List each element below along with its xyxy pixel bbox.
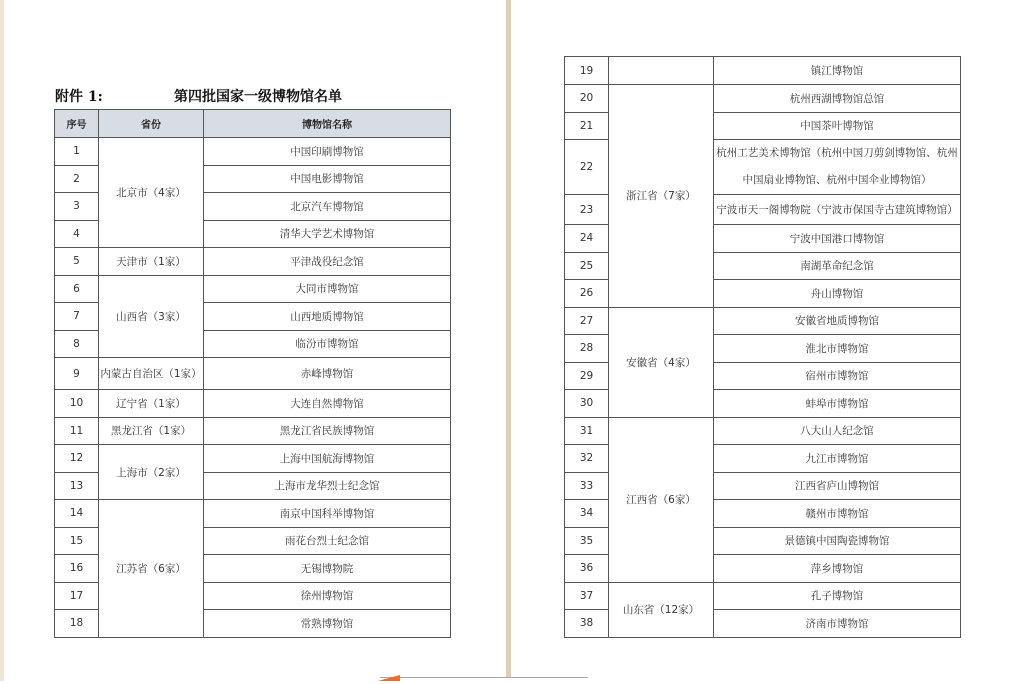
table-row bbox=[565, 417, 961, 445]
row-museum-name: 安徽省地质博物馆 bbox=[714, 307, 961, 335]
row-museum-name: 舟山博物馆 bbox=[714, 280, 961, 308]
row-museum-name: 镇江博物馆 bbox=[714, 57, 961, 85]
row-museum-name: 江西省庐山博物馆 bbox=[714, 472, 961, 500]
row-index: 6 bbox=[55, 275, 99, 303]
row-province: 江苏省（6家） bbox=[99, 500, 204, 638]
row-province: 山东省（12家） bbox=[609, 582, 714, 637]
row-museum-name: 宿州市博物馆 bbox=[714, 362, 961, 390]
row-province: 黑龙江省（1家） bbox=[99, 417, 204, 445]
row-province: 江西省（6家） bbox=[609, 417, 714, 582]
row-index: 7 bbox=[55, 303, 99, 331]
table-row bbox=[565, 85, 961, 113]
row-index: 34 bbox=[565, 500, 609, 528]
row-index: 9 bbox=[55, 358, 99, 390]
row-index: 8 bbox=[55, 330, 99, 358]
table-row bbox=[55, 500, 451, 528]
table-row bbox=[55, 248, 451, 276]
row-index: 15 bbox=[55, 527, 99, 555]
table-header-row bbox=[55, 110, 451, 138]
row-index: 23 bbox=[565, 195, 609, 225]
row-index: 10 bbox=[55, 390, 99, 418]
row-index: 38 bbox=[565, 610, 609, 638]
row-province: 浙江省（7家） bbox=[609, 85, 714, 308]
row-province: 安徽省（4家） bbox=[609, 307, 714, 417]
row-museum-name: 大同市博物馆 bbox=[204, 275, 451, 303]
row-index: 3 bbox=[55, 193, 99, 221]
row-museum-name: 赣州市博物馆 bbox=[714, 500, 961, 528]
row-museum-name: 黑龙江省民族博物馆 bbox=[204, 417, 451, 445]
row-index: 26 bbox=[565, 280, 609, 308]
row-museum-name: 孔子博物馆 bbox=[714, 582, 961, 610]
header-index: 序号 bbox=[55, 110, 99, 138]
row-museum-name: 蚌埠市博物馆 bbox=[714, 390, 961, 418]
row-index: 16 bbox=[55, 555, 99, 583]
row-index: 24 bbox=[565, 225, 609, 253]
row-index: 4 bbox=[55, 220, 99, 248]
row-museum-name: 无锡博物院 bbox=[204, 555, 451, 583]
row-museum-name: 南京中国科举博物馆 bbox=[204, 500, 451, 528]
table-row bbox=[55, 138, 451, 166]
row-museum-name: 上海中国航海博物馆 bbox=[204, 445, 451, 473]
row-index: 30 bbox=[565, 390, 609, 418]
row-museum-name: 上海市龙华烈士纪念馆 bbox=[204, 472, 451, 500]
row-museum-name: 雨花台烈士纪念馆 bbox=[204, 527, 451, 555]
row-index: 29 bbox=[565, 362, 609, 390]
row-museum-name: 中国茶叶博物馆 bbox=[714, 112, 961, 140]
row-index: 37 bbox=[565, 582, 609, 610]
row-index: 17 bbox=[55, 582, 99, 610]
row-index: 5 bbox=[55, 248, 99, 276]
museum-table-right bbox=[564, 56, 961, 638]
row-province: 辽宁省（1家） bbox=[99, 390, 204, 418]
row-index: 1 bbox=[55, 138, 99, 166]
row-museum-name: 淮北市博物馆 bbox=[714, 335, 961, 363]
header-museum-name: 博物馆名称 bbox=[204, 110, 451, 138]
row-museum-name: 常熟博物馆 bbox=[204, 610, 451, 638]
row-museum-name: 平津战役纪念馆 bbox=[204, 248, 451, 276]
table-row bbox=[565, 57, 961, 85]
table-row bbox=[565, 307, 961, 335]
row-index: 32 bbox=[565, 445, 609, 473]
table-row bbox=[55, 445, 451, 473]
row-index: 35 bbox=[565, 527, 609, 555]
row-index: 25 bbox=[565, 252, 609, 280]
row-index: 28 bbox=[565, 335, 609, 363]
museum-table-left bbox=[54, 109, 451, 638]
row-index: 22 bbox=[565, 140, 609, 195]
row-museum-name: 萍乡博物馆 bbox=[714, 555, 961, 583]
row-museum-name: 清华大学艺术博物馆 bbox=[204, 220, 451, 248]
row-index: 14 bbox=[55, 500, 99, 528]
row-museum-name: 徐州博物馆 bbox=[204, 582, 451, 610]
document-title: 第四批国家一级博物馆名单 bbox=[174, 89, 342, 105]
row-index: 11 bbox=[55, 417, 99, 445]
table-row bbox=[55, 358, 451, 390]
row-museum-name: 北京汽车博物馆 bbox=[204, 193, 451, 221]
row-museum-name: 中国印刷博物馆 bbox=[204, 138, 451, 166]
header-province: 省份 bbox=[99, 110, 204, 138]
table-row bbox=[55, 275, 451, 303]
row-museum-name: 赤峰博物馆 bbox=[204, 358, 451, 390]
row-museum-name: 南湖革命纪念馆 bbox=[714, 252, 961, 280]
row-museum-name: 山西地质博物馆 bbox=[204, 303, 451, 331]
row-province: 山西省（3家） bbox=[99, 275, 204, 358]
row-index: 31 bbox=[565, 417, 609, 445]
row-museum-name: 济南市博物馆 bbox=[714, 610, 961, 638]
row-province: 上海市（2家） bbox=[99, 445, 204, 500]
row-museum-name: 宁波中国港口博物馆 bbox=[714, 225, 961, 253]
row-museum-name: 杭州西湖博物馆总馆 bbox=[714, 85, 961, 113]
row-index: 18 bbox=[55, 610, 99, 638]
row-province: 天津市（1家） bbox=[99, 248, 204, 276]
table-row bbox=[565, 582, 961, 610]
row-index: 12 bbox=[55, 445, 99, 473]
row-museum-name: 宁波市天一阁博物院（宁波市保国寺古建筑博物馆） bbox=[714, 195, 961, 225]
table-row bbox=[55, 417, 451, 445]
row-index: 2 bbox=[55, 165, 99, 193]
row-museum-name: 九江市博物馆 bbox=[714, 445, 961, 473]
row-museum-name: 大连自然博物馆 bbox=[204, 390, 451, 418]
row-museum-name: 杭州工艺美术博物馆（杭州中国刀剪剑博物馆、杭州中国扇业博物馆、杭州中国伞业博物馆） bbox=[714, 140, 961, 195]
document-heading bbox=[55, 86, 455, 106]
row-index: 19 bbox=[565, 57, 609, 85]
annex-label: 附件 1: bbox=[55, 89, 103, 105]
row-museum-name: 景德镇中国陶瓷博物馆 bbox=[714, 527, 961, 555]
row-museum-name: 八大山人纪念馆 bbox=[714, 417, 961, 445]
row-province: 内蒙古自治区（1家） bbox=[99, 358, 204, 390]
table-row bbox=[55, 390, 451, 418]
row-province bbox=[609, 57, 714, 85]
row-index: 21 bbox=[565, 112, 609, 140]
row-index: 33 bbox=[565, 472, 609, 500]
row-index: 27 bbox=[565, 307, 609, 335]
row-museum-name: 中国电影博物馆 bbox=[204, 165, 451, 193]
popup-accent-icon bbox=[378, 675, 400, 681]
row-index: 36 bbox=[565, 555, 609, 583]
row-index: 20 bbox=[565, 85, 609, 113]
row-museum-name: 临汾市博物馆 bbox=[204, 330, 451, 358]
row-index: 13 bbox=[55, 472, 99, 500]
row-province: 北京市（4家） bbox=[99, 138, 204, 248]
